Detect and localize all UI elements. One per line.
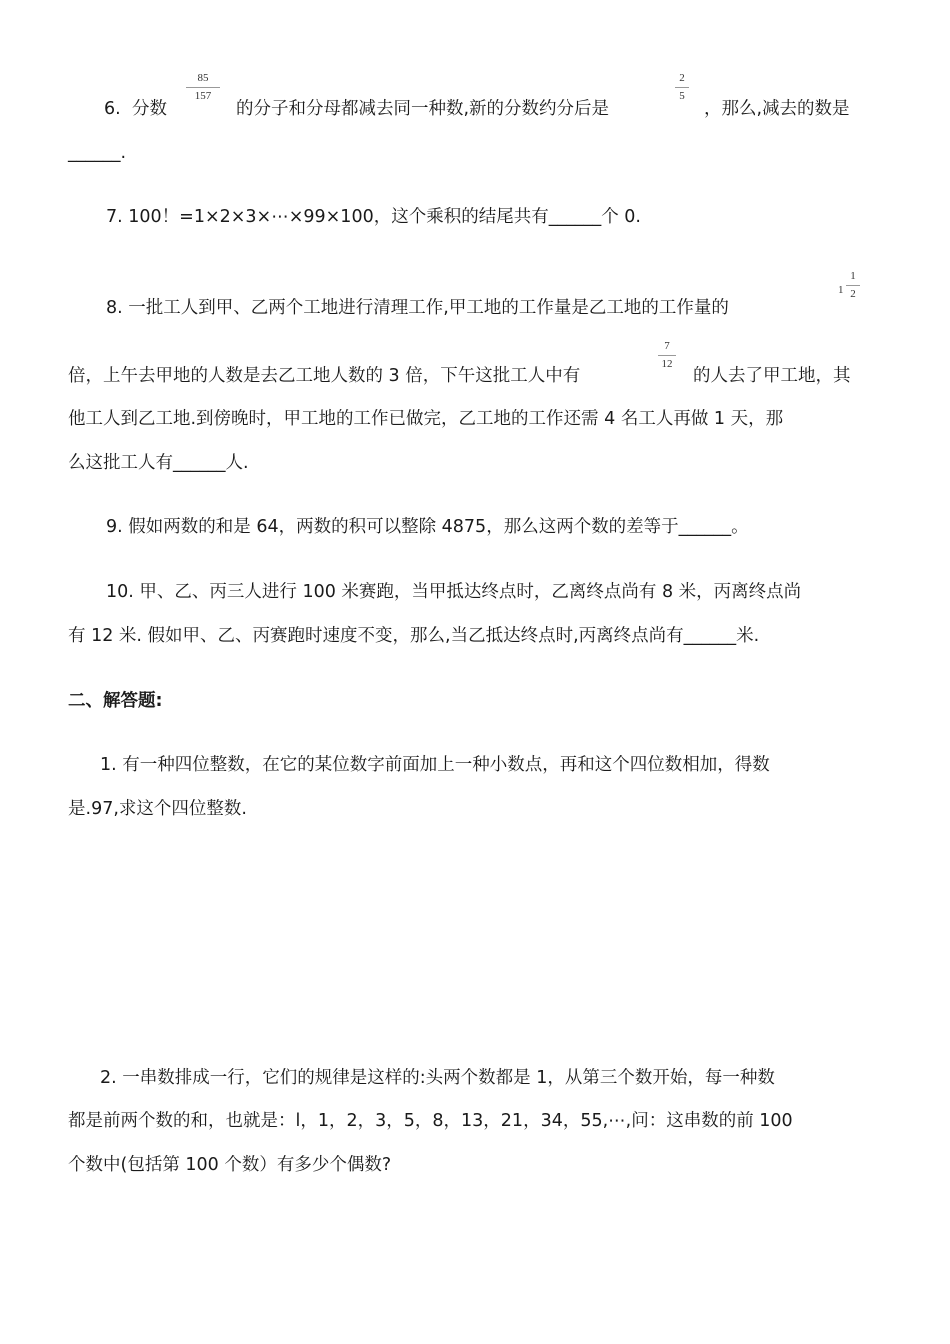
q8-line2-b: 的人去了甲工地，其	[693, 366, 851, 386]
section-heading: 二、解答题:	[68, 691, 163, 711]
fraction-bar	[658, 355, 676, 356]
fraction-bar	[846, 285, 860, 286]
q6-text-b: 的分子和分母都减去同一种数,新的分数约分后是	[236, 99, 610, 119]
a2-line3: 个数中(包括第 100 个数）有多少个偶数?	[68, 1155, 392, 1175]
q6-text-c: ，那么,减去的数是	[704, 99, 850, 119]
q6-answer-blank: ______.	[68, 143, 127, 163]
q7-text: 7. 100！=1×2×3×⋯×99×100，这个乘积的结尾共有______个 0.	[106, 207, 641, 227]
q8-line4: 么这批工人有______人.	[68, 453, 249, 473]
q6-number: 6.	[104, 99, 121, 119]
fraction-bar	[675, 87, 689, 88]
q8-line1: 8. 一批工人到甲、乙两个工地进行清理工作,甲工地的工作量是乙工地的工作量的	[106, 298, 729, 318]
q8-fraction-7-12	[658, 340, 676, 371]
q10-line2: 有 12 米. 假如甲、乙、丙赛跑时速度不变，那么,当乙抵达终点时,丙离终点尚有______米.	[68, 626, 760, 646]
fraction-bar	[186, 87, 220, 88]
a1-line2: 是.97,求这个四位整数.	[68, 799, 247, 819]
mixed-fraction-part	[846, 270, 860, 301]
fraction-numerator: 1	[850, 270, 856, 282]
fraction-numerator: 2	[679, 72, 685, 84]
fraction-denominator: 157	[194, 90, 212, 102]
fraction-denominator: 12	[661, 358, 673, 370]
q6-fraction-85-157	[186, 72, 220, 103]
mixed-whole: 1	[838, 284, 844, 296]
fraction-denominator: 5	[679, 90, 685, 102]
q9-text: 9. 假如两数的和是 64，两数的积可以整除 4875，那么这两个数的差等于______。	[106, 517, 749, 537]
q8-line3: 他工人到乙工地.到傍晚时，甲工地的工作已做完，乙工地的工作还需 4 名工人再做 1 天，那	[68, 409, 784, 429]
q8-mixed-fraction	[838, 270, 862, 314]
fraction-numerator: 85	[197, 72, 209, 84]
q6-text-a: 分数	[132, 99, 167, 119]
q8-line2-a: 倍，上午去甲地的人数是去乙工地人数的 3 倍，下午这批工人中有	[68, 366, 581, 386]
a2-line2: 都是前两个数的和，也就是：l，1，2，3，5，8，13，21，34，55,⋯,问：这串数的前 100	[68, 1111, 793, 1131]
fraction-denominator: 2	[850, 288, 856, 300]
q10-line1: 10. 甲、乙、丙三人进行 100 米赛跑，当甲抵达终点时，乙离终点尚有 8 米，丙离终点尚	[106, 582, 802, 602]
a1-line1: 1. 有一种四位整数，在它的某位数字前面加上一种小数点，再和这个四位数相加，得数	[100, 755, 770, 775]
a2-line1: 2. 一串数排成一行，它们的规律是这样的:头两个数都是 1，从第三个数开始，每一种数	[100, 1068, 775, 1088]
fraction-numerator: 7	[664, 340, 670, 352]
q6-fraction-2-5	[675, 72, 689, 103]
